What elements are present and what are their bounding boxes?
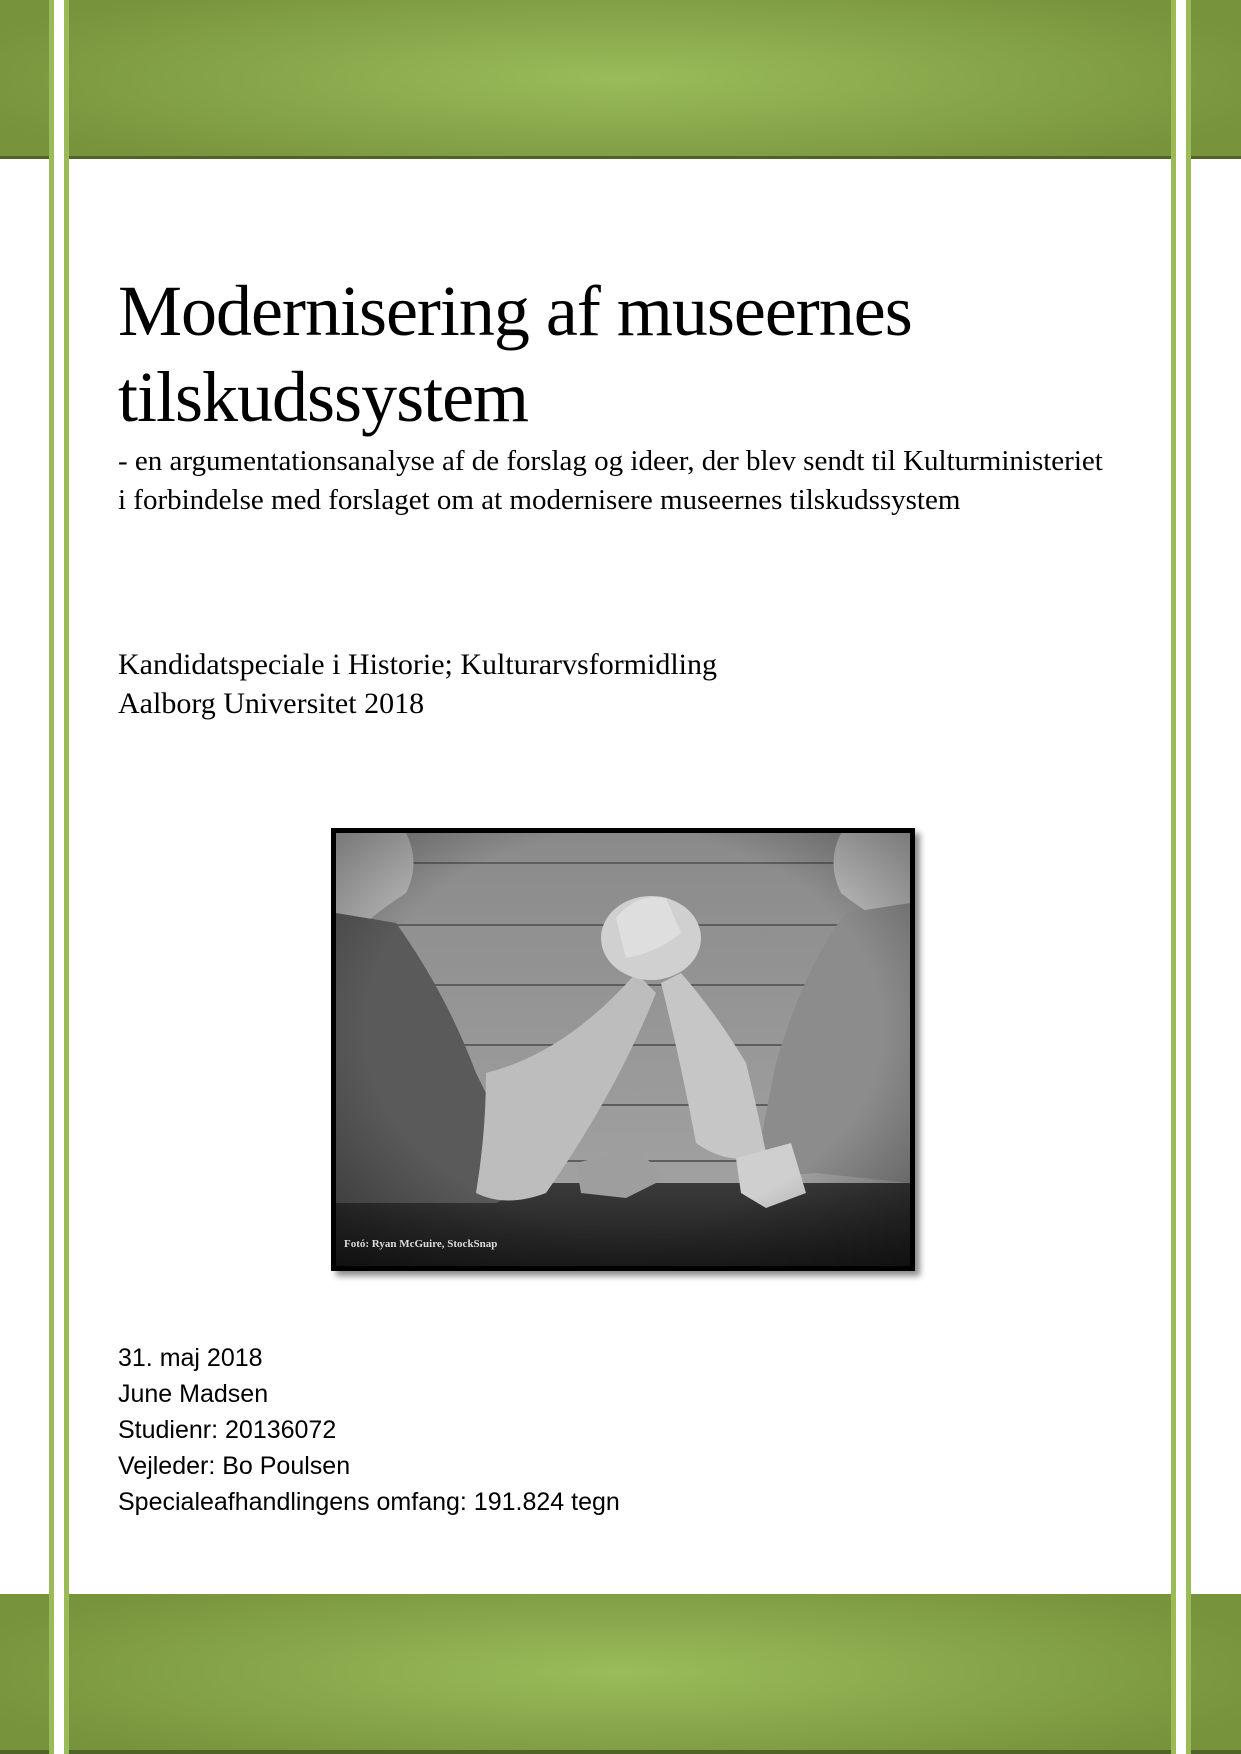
student-number: Studienr: 20136072 [118,1416,337,1444]
author-name: June Madsen [118,1380,269,1408]
top-decorative-band [0,0,1241,159]
right-stripe-gap [1176,0,1186,1754]
arm-wrestling-photo-icon [336,833,910,1266]
title-line-1: Modernisering af museernes [118,271,912,351]
left-stripe-gap [54,0,64,1754]
title-line-2: tilskudssystem [118,357,529,437]
document-subtitle: - en argumentationsanalyse af de forslag og ideer, der blev sendt til Kulturministeriet i forbindelse med forslaget om at modernisere museernes tilskudssystem [118,445,1103,516]
left-stripe-inner [64,0,69,1754]
thesis-scope: Specialeafhandlingens omfang: 191.824 tegn [118,1488,620,1516]
photo-credit: Fotó: Ryan McGuire, StockSnap [344,1238,498,1250]
document-title [118,268,1118,440]
thesis-metadata [118,1340,620,1520]
program-name: Kandidatspeciale i Historie; Kulturarvsformidling [118,648,718,681]
supervisor: Vejleder: Bo Poulsen [118,1452,351,1480]
submission-date: 31. maj 2018 [118,1344,263,1372]
program-block [118,645,1118,723]
university-name: Aalborg Universitet 2018 [118,687,425,720]
cover-photo [331,828,915,1271]
right-stripe-outer [1186,0,1191,1754]
bottom-decorative-band [0,1594,1241,1754]
